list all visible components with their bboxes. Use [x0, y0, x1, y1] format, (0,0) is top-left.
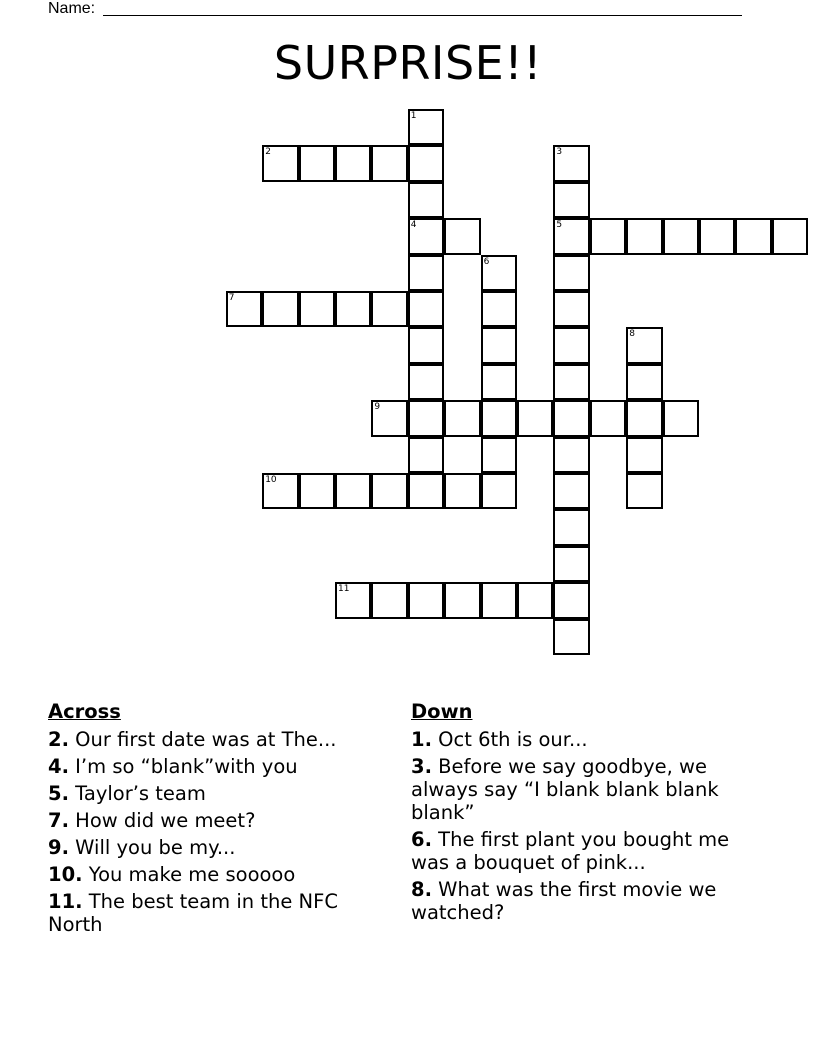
grid-cell[interactable] [481, 255, 517, 291]
grid-cell[interactable] [262, 291, 298, 327]
grid-cell[interactable] [408, 145, 444, 181]
grid-cell[interactable] [517, 582, 553, 618]
grid-cell[interactable] [408, 291, 444, 327]
grid-cell[interactable] [408, 218, 444, 254]
grid-cell[interactable] [553, 182, 589, 218]
grid-cell[interactable] [626, 327, 662, 363]
clue-number: 10 [265, 475, 277, 485]
grid-cell[interactable] [408, 327, 444, 363]
grid-cell[interactable] [553, 364, 589, 400]
grid-cell[interactable] [335, 145, 371, 181]
clue-text: Will you be my... [68, 836, 236, 859]
grid-cell[interactable] [663, 400, 699, 436]
grid-cell[interactable] [553, 582, 589, 618]
grid-cell[interactable] [408, 437, 444, 473]
grid-cell[interactable] [553, 218, 589, 254]
grid-cell[interactable] [553, 145, 589, 181]
down-heading: Down [411, 700, 473, 723]
grid-cell[interactable] [517, 400, 553, 436]
grid-cell[interactable] [553, 546, 589, 582]
clue-item [48, 809, 378, 832]
grid-cell[interactable] [262, 473, 298, 509]
clue-text: What was the first movie we watched? [411, 878, 717, 924]
grid-cell[interactable] [590, 400, 626, 436]
grid-cell[interactable] [553, 400, 589, 436]
clue-text: Oct 6th is our... [431, 728, 588, 751]
clue-text: You make me sooooo [82, 863, 296, 886]
grid-cell[interactable] [371, 291, 407, 327]
grid-cell[interactable] [299, 145, 335, 181]
grid-cell[interactable] [481, 364, 517, 400]
grid-cell[interactable] [735, 218, 771, 254]
grid-cell[interactable] [481, 582, 517, 618]
grid-cell[interactable] [335, 291, 371, 327]
clue-text: How did we meet? [68, 809, 256, 832]
clue-item [411, 728, 756, 751]
grid-cell[interactable] [626, 400, 662, 436]
clue-number-label: 3. [411, 755, 432, 778]
grid-cell[interactable] [772, 218, 808, 254]
grid-cell[interactable] [663, 218, 699, 254]
grid-cell[interactable] [553, 327, 589, 363]
grid-cell[interactable] [553, 255, 589, 291]
name-label: Name: [48, 0, 96, 17]
grid-cell[interactable] [626, 364, 662, 400]
clue-number-label: 8. [411, 878, 432, 901]
grid-cell[interactable] [481, 291, 517, 327]
grid-cell[interactable] [699, 218, 735, 254]
grid-cell[interactable] [553, 291, 589, 327]
clue-number-label: 7. [48, 809, 69, 832]
clue-number-label: 11. [48, 890, 83, 913]
grid-cell[interactable] [299, 291, 335, 327]
grid-cell[interactable] [262, 145, 298, 181]
clue-text: Our first date was at The... [68, 728, 337, 751]
grid-cell[interactable] [444, 582, 480, 618]
clue-number-label: 5. [48, 782, 69, 805]
grid-cell[interactable] [371, 473, 407, 509]
clue-number-label: 4. [48, 755, 69, 778]
grid-cell[interactable] [371, 145, 407, 181]
clue-number: 4 [410, 220, 417, 231]
clue-number-label: 10. [48, 863, 83, 886]
clue-number: 5 [556, 220, 563, 231]
clue-number-label: 2. [48, 728, 69, 751]
grid-cell[interactable] [371, 582, 407, 618]
clue-item [411, 828, 756, 874]
grid-cell[interactable] [444, 473, 480, 509]
grid-cell[interactable] [408, 400, 444, 436]
clue-number: 2 [265, 147, 271, 158]
grid-cell[interactable] [408, 182, 444, 218]
grid-cell[interactable] [408, 255, 444, 291]
grid-cell[interactable] [444, 400, 480, 436]
clue-text: The best team in the NFC North [48, 890, 338, 936]
clue-number: 7 [228, 293, 235, 303]
clue-text: The first plant you bought me was a bouquet of pink... [411, 828, 730, 874]
clue-number-label: 6. [411, 828, 432, 851]
clue-text: I’m so “blank”with you [68, 755, 298, 778]
grid-cell[interactable] [590, 218, 626, 254]
grid-cell[interactable] [553, 473, 589, 509]
clue-number-label: 9. [48, 836, 69, 859]
grid-cell[interactable] [553, 437, 589, 473]
clue-item [48, 755, 378, 778]
grid-cell[interactable] [408, 582, 444, 618]
grid-cell[interactable] [626, 473, 662, 509]
clue-item [48, 890, 378, 936]
grid-cell[interactable] [481, 437, 517, 473]
grid-cell[interactable] [226, 291, 262, 327]
clue-number: 11 [338, 584, 350, 595]
grid-cell[interactable] [553, 619, 589, 655]
grid-cell[interactable] [299, 473, 335, 509]
down-clues [411, 700, 756, 928]
clue-item [48, 782, 378, 805]
across-clues [48, 700, 378, 940]
clue-number: 3 [556, 147, 563, 158]
grid-cell[interactable] [408, 109, 444, 145]
grid-cell[interactable] [481, 473, 517, 509]
clue-number-label: 1. [411, 728, 432, 751]
grid-cell[interactable] [481, 400, 517, 436]
clue-number: 9 [374, 402, 381, 413]
clue-item [411, 878, 756, 924]
clue-number: 1 [410, 111, 417, 121]
grid-cell[interactable] [335, 473, 371, 509]
grid-cell[interactable] [408, 364, 444, 400]
grid-cell[interactable] [481, 327, 517, 363]
grid-cell[interactable] [371, 400, 407, 436]
clue-item [48, 863, 378, 886]
clue-item [48, 836, 378, 859]
grid-cell[interactable] [335, 582, 371, 618]
across-heading: Across [48, 700, 121, 723]
grid-cell[interactable] [408, 473, 444, 509]
clue-text: Before we say goodbye, we always say “I blank blank blank blank” [411, 755, 719, 824]
clue-item [48, 728, 378, 751]
clue-text: Taylor’s team [68, 782, 206, 805]
grid-cell[interactable] [626, 218, 662, 254]
grid-cell[interactable] [444, 218, 480, 254]
grid-cell[interactable] [553, 509, 589, 545]
page-title: SURPRISE!! [273, 36, 543, 90]
clue-item [411, 755, 756, 824]
clue-number: 8 [629, 329, 635, 340]
grid-cell[interactable] [626, 437, 662, 473]
clue-number: 6 [483, 256, 490, 267]
